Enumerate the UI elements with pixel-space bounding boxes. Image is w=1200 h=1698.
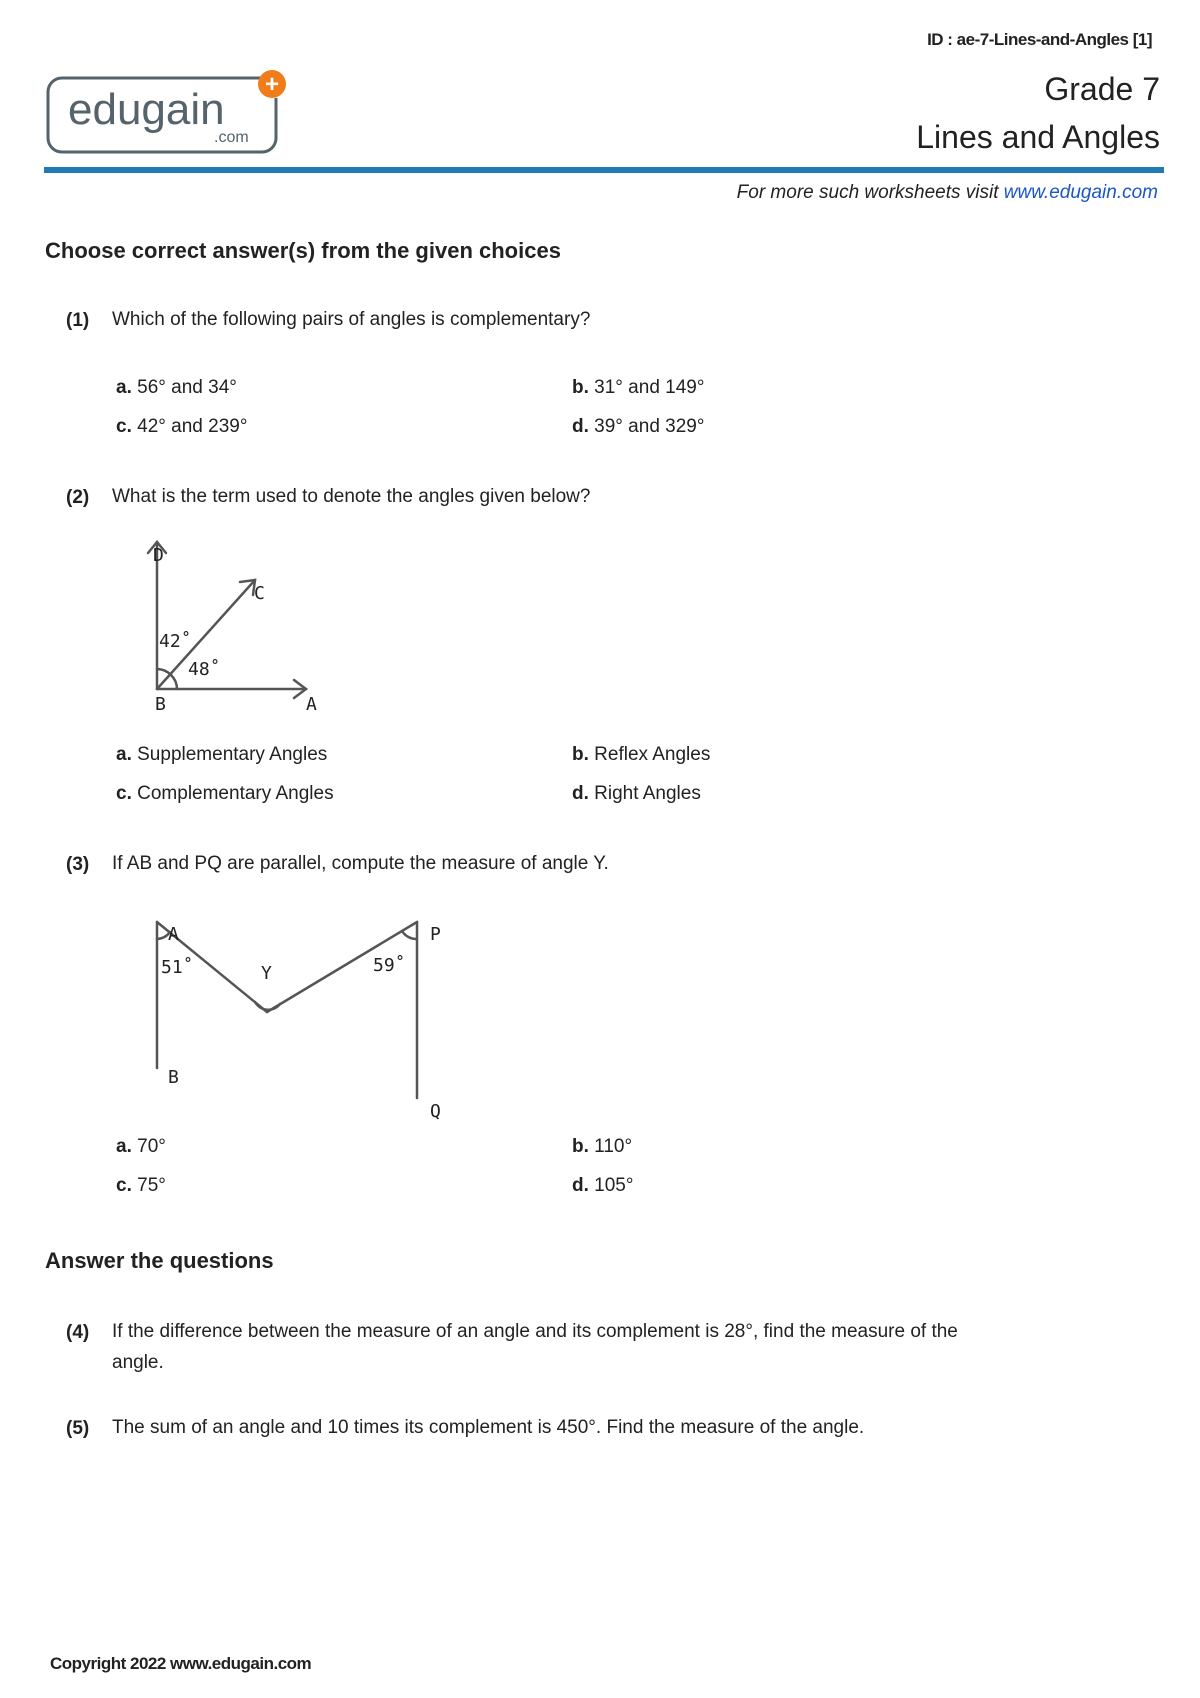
grade-title: Grade 7 [1044, 71, 1160, 107]
header-divider [44, 167, 1164, 173]
question-number: (2) [66, 487, 90, 508]
question-text: If AB and PQ are parallel, compute the measure of angle Y. [112, 853, 609, 874]
option-c[interactable]: c. 75° [116, 1175, 166, 1196]
option-a[interactable]: a. 70° [116, 1136, 166, 1157]
label-b: B [168, 1067, 179, 1088]
question-text: If the difference between the measure of an angle and its complement is 28°, find the measure of the angle. [112, 1321, 958, 1373]
angle-arc-dbc [157, 669, 171, 675]
label-b: B [155, 694, 166, 715]
label-c: C [254, 583, 265, 604]
option-b[interactable]: b. 110° [572, 1136, 633, 1157]
question-text: The sum of an angle and 10 times its complement is 450°. Find the measure of the angle. [112, 1417, 865, 1438]
label-a: A [168, 924, 179, 945]
option-b[interactable]: b. Reflex Angles [572, 744, 711, 765]
visit-prefix: For more such worksheets visit [736, 182, 1004, 203]
angle-label-48: 48˚ [188, 659, 221, 680]
answer-section-heading: Answer the questions [45, 1248, 274, 1273]
visit-note [737, 182, 1158, 204]
angle-diagram-q2 [140, 535, 340, 715]
label-y: Y [261, 963, 272, 984]
option-b[interactable]: b. 31° and 149° [572, 377, 705, 398]
logo-wordmark: edugain [68, 85, 225, 134]
option-a[interactable]: a. Supplementary Angles [116, 744, 328, 765]
parallel-lines-diagram-q3 [140, 910, 460, 1125]
option-c[interactable]: c. Complementary Angles [116, 783, 334, 804]
angle-arc-p [402, 931, 417, 939]
label-d: D [153, 545, 164, 566]
angle-arc-cba [171, 675, 177, 689]
option-d[interactable]: d. 39° and 329° [572, 416, 705, 437]
question-number: (4) [66, 1322, 90, 1343]
label-a: A [306, 694, 317, 715]
mcq-section-heading: Choose correct answer(s) from the given choices [45, 238, 561, 263]
option-d[interactable]: d. Right Angles [572, 783, 701, 804]
option-a[interactable]: a. 56° and 34° [116, 377, 237, 398]
svg-text:+: + [264, 71, 280, 98]
angle-label-42: 42˚ [159, 631, 192, 652]
document-id: ID : ae-7-Lines-and-Angles [1] [927, 30, 1152, 49]
copyright-footer: Copyright 2022 www.edugain.com [50, 1654, 312, 1673]
label-q: Q [430, 1101, 441, 1122]
topic-title: Lines and Angles [916, 119, 1160, 155]
question-number: (5) [66, 1418, 90, 1439]
logo-domain: .com [214, 129, 249, 146]
edugain-logo [46, 68, 290, 156]
option-c[interactable]: c. 42° and 239° [116, 416, 248, 437]
question-number: (3) [66, 854, 90, 875]
angle-label-59: 59˚ [373, 955, 406, 976]
question-text: What is the term used to denote the angles given below? [112, 486, 591, 507]
angle-label-51: 51˚ [161, 957, 194, 978]
option-d[interactable]: d. 105° [572, 1175, 634, 1196]
question-text: Which of the following pairs of angles is complementary? [112, 309, 591, 330]
visit-link[interactable]: www.edugain.com [1003, 182, 1158, 203]
label-p: P [430, 924, 441, 945]
question-number: (1) [66, 310, 90, 331]
